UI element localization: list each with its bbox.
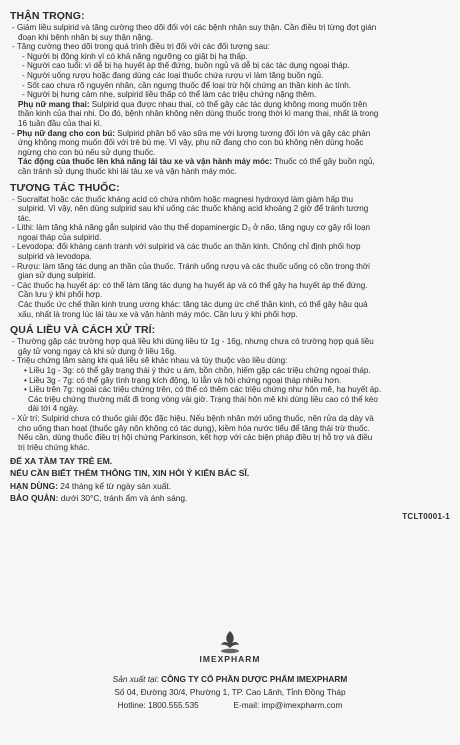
nursing-text: Sulpirid phân bố vào sữa mẹ với lượng tương đối lớn và gây các phản [114, 128, 371, 138]
overdose-treatment-3: Nếu cần, dùng thuốc điều trị hội chứng Parkinson, kết hợp với các biện pháp điều trị hỗ trợ và điều [18, 433, 373, 443]
interactions-title: TƯƠNG TÁC THUỐC: [10, 181, 120, 194]
overdose-dose-1-3g: • Liều 1g - 3g: có thể gây trạng thái ý thức u ám, bồn chồn, hiếm gặp các triệu chứng ngoại tháp. [10, 366, 450, 376]
company-address: Số 04, Đường 30/4, Phường 1, TP. Cao Lãnh, Tỉnh Đồng Tháp [114, 687, 346, 697]
overdose-treatment-2: cho uống than hoạt (thuốc gây nôn không có tác dụng), kiềm hóa nước tiểu để tăng thải trừ thuốc. [18, 423, 370, 433]
overdose-dose-3-7g: • Liều 3g - 7g: có thể gây tình trạng kích động, lú lẫn và hội chứng ngoại tháp nhiều hơn. [10, 376, 450, 386]
overdose-dose-over-7g-3: dài tới 4 ngày. [28, 404, 79, 414]
interaction-levodopa: - Levodopa: đối kháng cạnh tranh với sulpirid và các thuốc an thần kinh. Chống chỉ định phối hợp [10, 242, 450, 252]
precaution-fever: - Sốt cao chưa rõ nguyên nhân, cần ngưng thuốc để loại trừ hội chứng an thần kinh ác tính. [10, 81, 450, 91]
overdose-range-2: gây tử vong ngay cả khi sử dụng ở liều 16g. [18, 346, 177, 356]
pregnancy-label: Phụ nữ mang thai: [18, 99, 90, 109]
pregnancy-text-2: thần kinh của thai nhi. Do đó, bệnh nhân không nên dùng thuốc trong thời kì mang thai, nhất là trong [18, 109, 379, 119]
precaution-monitor: - Tăng cường theo dõi trong quá trình điều trị đối với các đối tượng sau: [10, 42, 450, 52]
overdose-treatment: - Xử trí: Sulpirid chưa có thuốc giải độc đặc hiệu. Nếu bệnh nhân mới uống thuốc, nên rửa dạ dày và [10, 414, 450, 424]
interaction-alcohol-2: gian sử dụng sulpirid. [18, 271, 96, 281]
hotline: Hotline: 1800.555.535 [117, 700, 199, 710]
interaction-lithium: - Lithi: làm tăng khả năng gắn sulpirid vào thụ thể dopaminergic D₂ ở não, tăng nguy cơ gây rối loạn [10, 223, 450, 233]
brand-name: IMEXPHARM [199, 654, 261, 664]
document-code: TCLT0001-1 [402, 512, 450, 522]
nursing-paragraph [10, 129, 450, 139]
pregnancy-text-3: 16 tuần đầu của thai kì. [18, 118, 103, 128]
storage-text: dưới 30°C, tránh ẩm và ánh sáng. [58, 493, 188, 504]
expiry-line [10, 480, 450, 492]
contact-line [0, 699, 460, 712]
precaution-epilepsy: - Người bị động kinh vì có khả năng ngưỡng co giật bị hạ thấp. [10, 52, 450, 62]
interaction-sucralfate: - Sucralfat hoặc các thuốc kháng acid có chứa nhôm hoặc magnesi hydroxyd làm giảm hấp thu [10, 195, 450, 205]
manufacturer-line [0, 673, 460, 686]
precautions-title: THẬN TRỌNG: [10, 10, 85, 22]
storage-line [10, 492, 450, 504]
interaction-lithium-2: ngoại tháp của sulpirid. [18, 232, 102, 242]
precaution-elderly: - Người cao tuổi: vì dễ bị hạ huyết áp thế đứng, buồn ngủ và dễ bị các tác dụng ngoại tháp. [10, 61, 450, 71]
pregnancy-paragraph [10, 100, 450, 110]
interaction-antihypertensive: - Các thuốc hạ huyết áp: có thể làm tăng tác dụng hạ huyết áp và có thể gây hạ huyết áp thế đứng. [10, 281, 450, 291]
precaution-mania: - Người bị hưng cảm nhẹ, sulpirid liều thấp có thể làm các triệu chứng nặng thêm. [10, 90, 450, 100]
overdose-range: - Thường gặp các trường hợp quá liều khi dùng liều từ 1g - 16g, nhưng chưa có trường hợp quá liều [10, 337, 450, 347]
driving-text-2: cần tránh sử dụng thuốc khi lái tàu xe và vận hành máy móc. [18, 166, 237, 176]
interaction-cns: Các thuốc ức chế thần kinh trung ương khác: tăng tác dụng ức chế thần kinh, có thể gây hậu quả [18, 300, 368, 310]
driving-text: Thuốc có thể gây buồn ngủ, [272, 157, 375, 167]
company-name: CÔNG TY CỔ PHẦN DƯỢC PHẨM IMEXPHARM [158, 674, 348, 684]
manufacturer-footer [0, 630, 460, 712]
interaction-levodopa-2: sulpirid và levodopa. [18, 252, 92, 262]
precaution-renal-cont: đoạn khi bệnh nhân bị suy thận nặng. [18, 32, 154, 42]
driving-label: Tác động của thuốc lên khả năng lái tàu xe và vận hành máy móc: [18, 157, 273, 167]
interaction-sucralfate-3: tác. [18, 213, 32, 223]
expiry-text: 24 tháng kể từ ngày sản xuất. [57, 481, 172, 492]
more-info-note: NẾU CẦN BIẾT THÊM THÔNG TIN, XIN HỎI Ý KIẾN BÁC SĨ. [10, 468, 250, 479]
email: E-mail: imp@imexpharm.com [233, 700, 343, 710]
interaction-antihypertensive-2: Cần lưu ý khi phối hợp. [18, 290, 103, 300]
imexpharm-logo-icon [219, 630, 241, 654]
nursing-label: Phụ nữ đang cho con bú: [16, 128, 115, 138]
overdose-dose-over-7g-2: Các triệu chứng thường mất đi trong vòng vài giờ. Trạng thái hôn mê khi dùng liều cao có thể kéo [28, 394, 378, 404]
overdose-title: QUÁ LIỀU VÀ CÁCH XỬ TRÍ: [10, 324, 156, 337]
precaution-renal: - Giảm liều sulpirid và tăng cường theo dõi đối với các bệnh nhân suy thận. Cần điều trị từng đợt gián [10, 23, 450, 33]
overdose-treatment-4: trị triệu chứng khác. [18, 442, 90, 452]
overdose-dose-over-7g: • Liều trên 7g: ngoài các triệu chứng trên, có thể có thêm các triệu chứng như hôn mê, hạ huyết áp. [10, 385, 450, 395]
made-by-label: Sản xuất tại: [112, 674, 159, 684]
nursing-text-3: ngừng cho con bú nếu sử dụng thuốc. [18, 147, 156, 157]
interaction-cns-2: xấu, nhất là trong lúc lái tàu xe và vận hành máy móc. Cần lưu ý khi phối hợp. [18, 309, 298, 319]
nursing-text-2: ứng không mong muốn đối với trẻ bú mẹ. Vì vậy, phụ nữ đang cho con bú không nên dùng hoặc [18, 138, 364, 148]
driving-paragraph [10, 157, 450, 167]
keep-away-warning: ĐỂ XA TẦM TAY TRẺ EM. [10, 456, 113, 467]
pregnancy-text: Sulpirid qua được nhau thai, có thể gây các tác dụng không mong muốn trên [89, 99, 368, 109]
expiry-label: HẠN DÙNG: [10, 481, 58, 492]
storage-label: BẢO QUẢN: [10, 493, 59, 504]
interaction-sucralfate-2: sulpirid. Vì vậy, nên dùng sulpirid sau khi uống các thuốc kháng acid khoảng 2 giờ để tránh tương [18, 204, 369, 214]
precaution-alcohol: - Người uống rượu hoặc đang dùng các loại thuốc chứa rượu vì làm tăng buồn ngủ. [10, 71, 450, 81]
overdose-symptoms: - Triệu chứng lâm sàng khi quá liều sẽ khác nhau và tùy thuộc vào liều dùng: [10, 356, 450, 366]
interaction-alcohol: - Rượu: làm tăng tác dụng an thần của thuốc. Tránh uống rượu và các thuốc uống có cồn trong thời [10, 262, 450, 272]
